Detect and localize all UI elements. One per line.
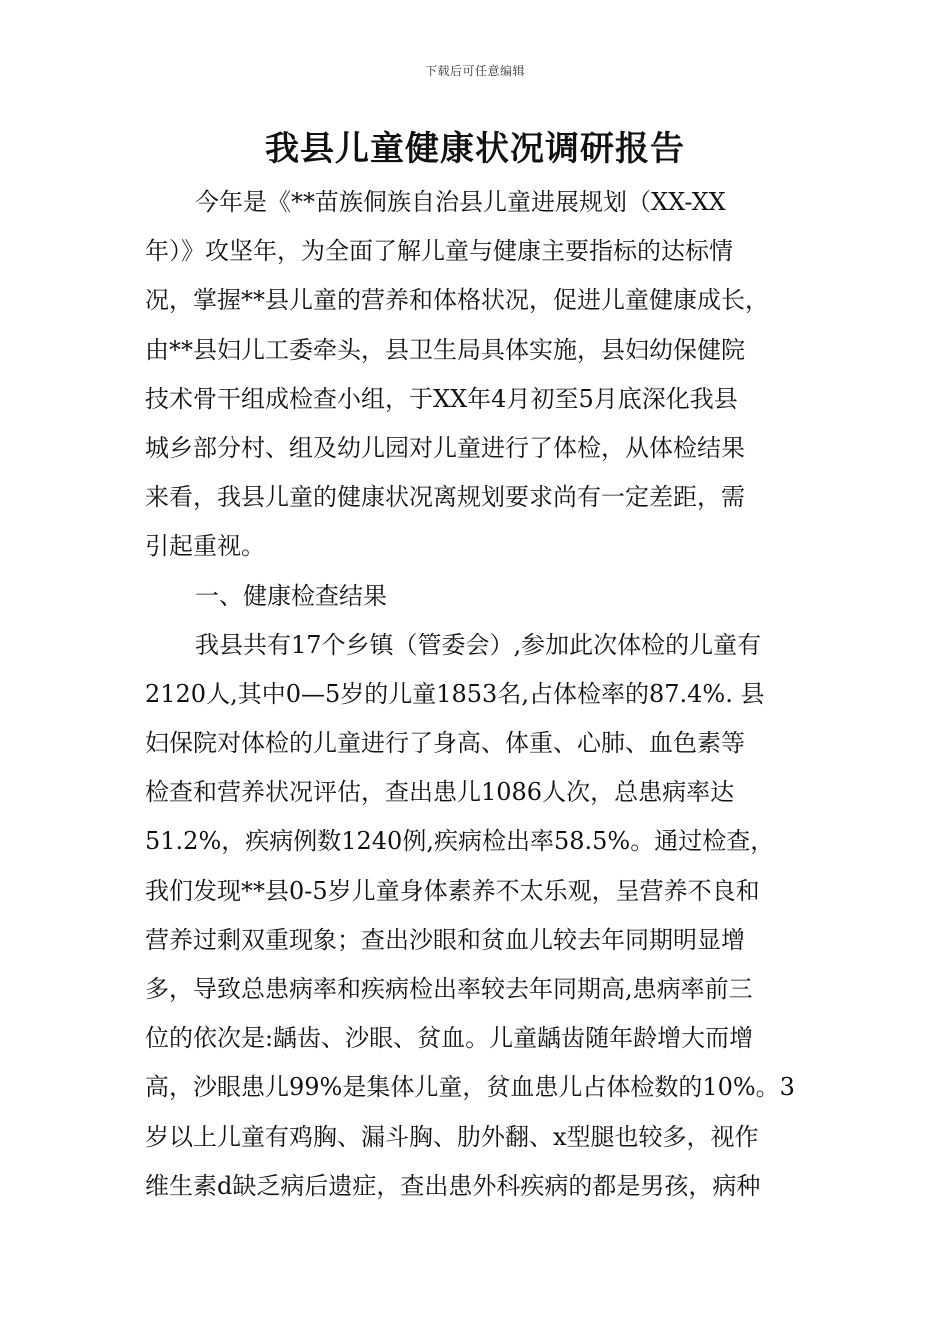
text-line: 今年是《**苗族侗族自治县儿童进展规划（XX-XX (195, 188, 726, 216)
text-line: 技术骨干组成检查小组，于XX年4月初至5月底深化我县 (145, 384, 738, 413)
text-line: 我们发现**县0-5岁儿童身体素养不太乐观，呈营养不良和 (145, 876, 760, 905)
text-line: 位的依次是:龋齿、沙眼、贫血。儿童龋齿随年龄增大而增 (145, 1024, 754, 1053)
text-line: 51.2%，疾病例数1240例,疾病检出率58.5%。通过检查， (145, 827, 775, 856)
text-line: 我县共有17个乡镇（管委会）,参加此次体检的儿童有 (195, 630, 762, 659)
text-line: 高，沙眼患儿99%是集体儿童，贫血患儿占体检数的10%。3 (145, 1073, 795, 1102)
text-line: 由**县妇儿工委牵头，县卫生局具体实施，县妇幼保健院 (145, 335, 745, 364)
text-line: 况，掌握**县儿童的营养和体格状况，促进儿童健康成长， (145, 286, 769, 315)
text-line: 营养过剩双重现象；查出沙眼和贫血儿较去年同期明显增 (145, 925, 745, 954)
text-line: 维生素d缺乏病后遗症，查出患外科疾病的都是男孩，病种 (145, 1171, 761, 1200)
text-line: 岁以上儿童有鸡胸、漏斗胸、肋外翻、x型腿也较多，视作 (145, 1122, 759, 1151)
text-line: 城乡部分村、组及幼儿园对儿童进行了体检，从体检结果 (145, 433, 745, 462)
text-line: 2120人,其中0—5岁的儿童1853名,占体检率的87.4%. 县 (145, 679, 765, 708)
text-line: 年）》攻坚年，为全面了解儿童与健康主要指标的达标情 (145, 237, 733, 266)
page-title: 我县儿童健康状况调研报告 (265, 129, 685, 169)
text-line: 检查和营养状况评估，查出患儿1086人次，总患病率达 (145, 778, 735, 807)
text-line: 多，导致总患病率和疾病检出率较去年同期高,患病率前三 (145, 975, 753, 1003)
text-line: 来看，我县儿童的健康状况离规划要求尚有一定差距，需 (145, 483, 745, 512)
section-heading: 一、健康检查结果 (195, 581, 387, 610)
document-body (145, 178, 813, 1211)
text-line: 引起重视。 (145, 532, 265, 561)
header-note: 下载后可任意编辑 (424, 64, 525, 78)
text-line: 妇保院对体检的儿童进行了身高、体重、心肺、血色素等 (145, 729, 745, 758)
